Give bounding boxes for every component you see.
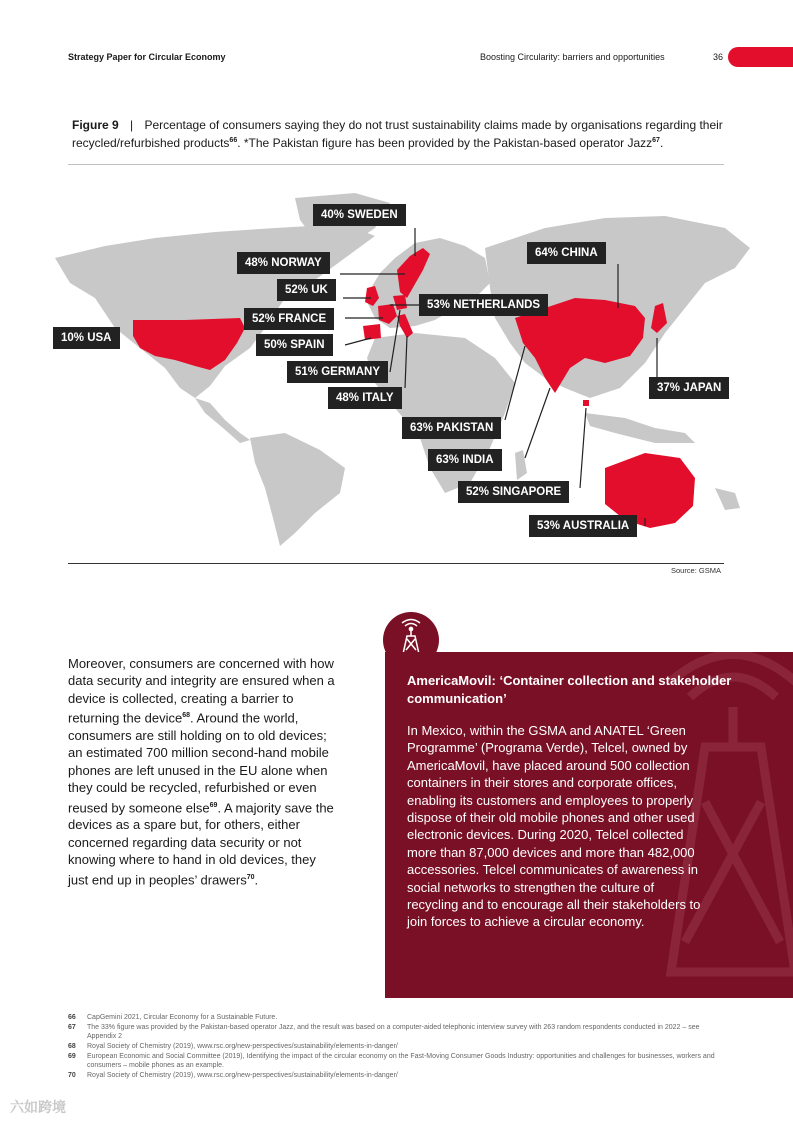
label-sweden: 40% SWEDEN [313,204,406,226]
footnote-ref-66[interactable]: 66 [229,137,238,144]
body-text-2: . Around the world, consumers are still holding on to old devices; an estimated 700 million second-hand mobile phones are left unused in the EU alone when they could be recycled, refurbished or even reused by someone else [68,710,329,815]
label-singapore: 52% SINGAPORE [458,481,569,503]
body-text-1: Moreover, consumers are concerned with how data security and integrity are ensured when a device is collected, creating a barrier to returning the device [68,656,335,726]
label-china: 64% CHINA [527,242,606,264]
indonesia-land [585,413,695,443]
label-norway: 48% NORWAY [237,252,330,274]
case-study-body: In Mexico, within the GSMA and ANATEL ‘Green Programme’ (Programa Verde), Telcel, owned by AmericaMovil, have placed around 500 collection containers in their stores and corporate offices, enabling its customers and employees to properly dispose of their old mobile phones and other used electronic devices. During 2020, Telcel collected more than 87,000 devices and more than 482,000 accessories. Telcel communicates of awareness in social networks to strengthen the culture of recycling and to encourage all their stakeholders to join forces to achieve a circular economy. [407,723,701,930]
footnote-ref-70[interactable]: 70 [246,873,255,881]
figure-bottom-rule [68,563,724,564]
label-usa: 10% USA [53,327,120,349]
page-number: 36 [713,52,724,62]
world-map-svg [45,188,765,548]
footnote-69 [68,1052,748,1070]
body-text-4: . [254,871,259,887]
spain-highlight [363,324,381,340]
footnote-text: Royal Society of Chemistry (2019), www.rsc.org/new-perspectives/sustainability/elements-in-danger/ [87,1043,398,1050]
label-france: 52% FRANCE [244,308,334,330]
body-paragraph [68,655,338,888]
label-germany: 51% GERMANY [287,361,388,383]
caption-text-1: Percentage of consumers saying they do not trust sustainability claims made by organisations regarding their recycled/refurbished products [72,118,723,150]
label-pakistan: 63% PAKISTAN [402,417,501,439]
leader-singapore [580,408,586,488]
footnote-ref-68[interactable]: 68 [182,712,190,720]
footnote-70 [68,1071,748,1080]
label-uk: 52% UK [277,279,336,301]
figure-caption [72,118,732,151]
label-spain: 50% SPAIN [256,334,333,356]
figure-separator: | [130,118,134,132]
label-india: 63% INDIA [428,449,502,471]
footnote-text: CapGemini 2021, Circular Economy for a Sustainable Future. [87,1014,278,1021]
figure-source: Source: GSMA [670,566,721,575]
document-title: Strategy Paper for Circular Economy [68,52,226,62]
central-america-land [195,398,250,443]
madagascar-land [515,450,527,480]
footnote-number: 68 [68,1043,76,1050]
footnote-number: 66 [68,1014,76,1021]
caption-divider [68,164,724,165]
caption-end: . [659,136,664,150]
footnote-ref-69[interactable]: 69 [209,801,218,809]
leader-spain [345,338,371,345]
world-map [45,188,765,548]
label-netherlands: 53% NETHERLANDS [419,294,548,316]
footnote-ref-67[interactable]: 67 [652,137,660,144]
oceania-land [715,488,740,510]
label-australia: 53% AUSTRALIA [529,515,637,537]
footnote-67 [68,1023,748,1041]
watermark: 六如跨境 [10,1099,66,1115]
singapore-highlight [583,400,589,406]
footnote-66 [68,1013,748,1022]
footnote-number: 69 [68,1053,76,1060]
leader-india [525,388,550,458]
footnote-text: The 33% figure was provided by the Pakistan-based operator Jazz, and the result was based on a computer-aided telephonic interview survey with 263 random respondents conducted in 2022 – see Appendix 2 [87,1024,700,1040]
header-accent-tab [728,47,793,67]
footnote-68 [68,1042,748,1051]
footnote-text: European Economic and Social Committee (2019), Identifying the impact of the circular economy on the Fast-Moving Consumer Goods Industry: opportunities and challenges for businesses, workers and consumers – mobile phones as an example. [87,1053,715,1069]
label-italy: 48% ITALY [328,387,402,409]
footnote-text: Royal Society of Chemistry (2019), www.rsc.org/new-perspectives/sustainability/elements-in-danger/ [87,1072,398,1079]
figure-label: Figure 9 [72,118,119,132]
caption-text-2: . *The Pakistan figure has been provided by the Pakistan-based operator Jazz [237,136,653,150]
south-america-land [250,433,345,546]
body-text-3: . A majority save the devices as a spare but, for others, either concerned regarding data security or not knowing where to hand in old devices, they just end up in peoples’ drawers [68,799,334,887]
label-japan: 37% JAPAN [649,377,729,399]
footnote-number: 70 [68,1072,76,1079]
section-title: Boosting Circularity: barriers and opportunities [480,52,665,62]
footnote-number: 67 [68,1024,76,1031]
case-study-title: AmericaMovil: ‘Container collection and stakeholder communication’ [407,673,732,706]
case-study-box [385,652,793,998]
